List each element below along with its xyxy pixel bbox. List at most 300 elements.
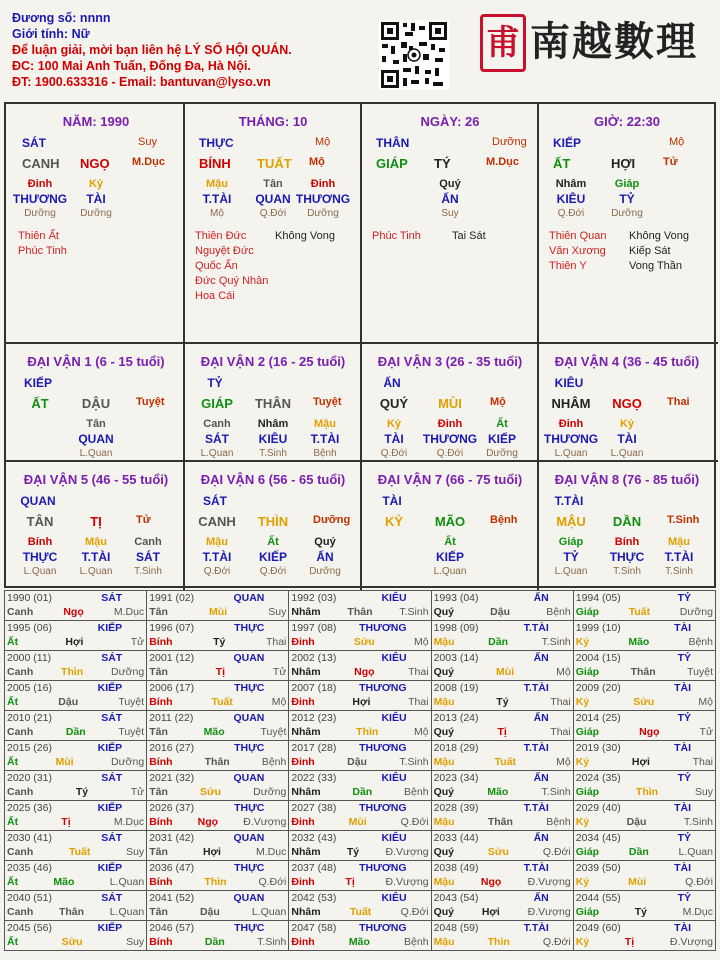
year-stem: Ất — [7, 816, 19, 828]
year-label: 2037 (48) — [291, 862, 337, 874]
dai-van-title: ĐẠI VẬN 3 (26 - 35 tuổi) — [377, 354, 523, 369]
year-stem: Canh — [7, 606, 34, 618]
year-label: 1992 (03) — [291, 592, 337, 604]
year-cell — [573, 711, 715, 741]
year-thap-than: SÁT — [101, 712, 123, 724]
year-branch: Dần — [65, 726, 86, 738]
pillar-cell — [185, 104, 360, 340]
year-stem: Nhâm — [291, 726, 321, 738]
year-cell — [289, 801, 431, 831]
hidden-truong-sinh: L.Quan — [79, 566, 113, 577]
year-branch: Tý — [496, 696, 509, 708]
hidden-truong-sinh: Mộ — [210, 208, 224, 219]
year-branch: Thìn — [204, 876, 227, 888]
hidden-stem: Mậu — [668, 536, 690, 548]
year-label: 2010 (21) — [7, 712, 52, 724]
branch-truong-sinh: Tử — [663, 156, 678, 168]
year-cell — [147, 801, 289, 831]
year-thap-than: ẤN — [533, 592, 549, 604]
hidden-thap-than: T.TÀI — [664, 550, 694, 564]
hidden-thap-than: TÀI — [384, 432, 404, 446]
year-thap-than: KIÊU — [381, 712, 407, 724]
header-line: ĐT: 1900.633316 - Email: bantuvan@lyso.vn — [12, 75, 271, 89]
year-truong-sinh: Dưỡng — [253, 786, 287, 798]
dai-van-truong-sinh: Tử — [136, 514, 151, 526]
hidden-truong-sinh: L.Quan — [23, 566, 57, 577]
year-cell — [431, 591, 573, 621]
year-label: 2006 (17) — [149, 682, 195, 694]
year-thap-than: T.TÀI — [523, 922, 549, 934]
year-stem: Tân — [149, 606, 168, 618]
year-truong-sinh: Thai — [408, 696, 429, 708]
dai-van-truong-sinh: Tuyệt — [313, 396, 342, 408]
year-cell — [5, 741, 147, 771]
year-thap-than: T.TÀI — [523, 862, 549, 874]
year-truong-sinh: L.Quan — [251, 906, 287, 918]
year-cell — [147, 651, 289, 681]
year-cell — [5, 771, 147, 801]
year-thap-than: QUAN — [233, 832, 265, 844]
heavenly-stem: CANH — [198, 514, 236, 529]
pillar-title: NĂM: 1990 — [62, 114, 130, 129]
year-label: 2009 (20) — [575, 682, 621, 694]
dai-van-cell — [539, 462, 714, 588]
year-branch: Mùi — [348, 816, 367, 828]
header-line: Để luận giải, mời bạn liên hệ LÝ SỐ HỘI QUÁN. — [12, 43, 292, 57]
year-stem: Quý — [433, 846, 454, 858]
year-branch: Dậu — [58, 696, 79, 708]
good-star: Phúc Tinh — [18, 245, 67, 257]
hidden-thap-than: QUAN — [255, 192, 291, 206]
header-line: ĐC: 100 Mai Anh Tuấn, Đống Đa, Hà Nội. — [12, 59, 251, 73]
pillar-grid — [4, 102, 716, 588]
heavenly-stem: TÂN — [26, 514, 54, 529]
hidden-stem: Mậu — [206, 536, 228, 548]
year-stem: Giáp — [575, 606, 600, 618]
hidden-stem: Đinh — [310, 178, 336, 190]
year-branch: Ngọ — [639, 726, 660, 738]
year-cell — [431, 741, 573, 771]
year-thap-than: THỰC — [234, 742, 265, 754]
year-cell — [289, 861, 431, 891]
year-stem: Canh — [7, 786, 34, 798]
year-stem: Tân — [149, 906, 168, 918]
earthly-branch: HỢI — [611, 156, 636, 171]
hidden-truong-sinh: L.Quan — [200, 448, 234, 459]
year-label: 2046 (57) — [149, 922, 195, 934]
year-truong-sinh: Đ.Vượng — [527, 906, 571, 918]
hidden-stem: Giáp — [558, 536, 584, 548]
year-thap-than: KIẾP — [97, 622, 123, 634]
year-stem: Giáp — [575, 666, 600, 678]
table-row — [5, 831, 716, 861]
year-truong-sinh: T.Sinh — [541, 636, 571, 648]
year-branch: Dậu — [490, 606, 511, 618]
hidden-stem: Đinh — [558, 418, 584, 430]
earthly-branch: TỊ — [90, 514, 102, 529]
hidden-truong-sinh: Q.Đới — [557, 208, 585, 219]
year-label: 2015 (26) — [7, 742, 52, 754]
year-branch: Tý — [346, 846, 360, 858]
year-branch: Hợi — [202, 846, 221, 858]
year-stem: Nhâm — [291, 786, 321, 798]
year-truong-sinh: Tuyệt — [118, 696, 145, 708]
year-thap-than: ẤN — [533, 652, 549, 664]
year-thap-than: THỰC — [234, 862, 265, 874]
year-thap-than: THỰC — [234, 622, 265, 634]
year-cell — [289, 741, 431, 771]
year-truong-sinh: Bệnh — [261, 756, 287, 768]
year-stem: Tân — [149, 846, 168, 858]
year-branch: Hợi — [65, 636, 84, 648]
header-line: Giới tính: Nữ — [12, 27, 90, 41]
year-branch: Thân — [204, 756, 230, 768]
year-stem: Canh — [7, 906, 34, 918]
year-cell — [289, 651, 431, 681]
year-cell — [289, 711, 431, 741]
year-stem: Tân — [149, 786, 168, 798]
year-cell — [147, 861, 289, 891]
year-stem: Tân — [149, 726, 168, 738]
header-line: Đương số: nnnn — [12, 11, 111, 25]
year-stem: Quý — [433, 666, 454, 678]
hidden-stem: Mậu — [314, 418, 336, 430]
year-label: 2025 (36) — [7, 802, 52, 814]
year-thap-than: THƯƠNG — [359, 682, 407, 694]
hidden-thap-than: SÁT — [136, 550, 160, 564]
year-truong-sinh: Suy — [268, 606, 287, 618]
pillar-title: NGÀY: 26 — [420, 114, 480, 129]
year-thap-than: KIÊU — [381, 652, 407, 664]
dai-van-thap-than: KIẾP — [23, 376, 53, 390]
heavenly-stem: MẬU — [556, 514, 586, 529]
year-branch: Mùi — [209, 606, 228, 618]
year-branch: Thìn — [61, 666, 84, 678]
hidden-truong-sinh: T.Sinh — [665, 566, 693, 577]
pillar-thap-than: THỰC — [199, 136, 234, 150]
year-label: 2044 (55) — [575, 892, 621, 904]
year-stem: Mậu — [433, 696, 455, 708]
year-truong-sinh: Q.Đới — [542, 846, 571, 858]
hidden-thap-than: THƯƠNG — [543, 432, 599, 446]
year-truong-sinh: Tử — [130, 636, 145, 648]
year-truong-sinh: T.Sinh — [257, 936, 287, 948]
hidden-truong-sinh: L.Quan — [554, 566, 588, 577]
year-label: 1998 (09) — [433, 622, 479, 634]
year-thap-than: T.TÀI — [523, 742, 549, 754]
year-cell — [5, 621, 147, 651]
table-row — [5, 801, 716, 831]
hidden-stem: Tân — [263, 178, 283, 190]
year-label: 2022 (33) — [291, 772, 337, 784]
hidden-stem: Giáp — [614, 178, 640, 190]
branch-truong-sinh: Mộ — [309, 156, 325, 168]
year-thap-than: TÀI — [674, 742, 691, 754]
year-thap-than: T.TÀI — [523, 622, 549, 634]
year-stem: Bính — [149, 876, 173, 888]
year-cell — [573, 591, 715, 621]
year-stem: Ất — [7, 936, 19, 948]
earthly-branch: DẬU — [81, 396, 111, 411]
year-truong-sinh: T.Sinh — [399, 606, 429, 618]
year-truong-sinh: Bệnh — [688, 636, 713, 648]
year-label: 2023 (34) — [433, 772, 479, 784]
year-stem: Mậu — [433, 816, 455, 828]
good-star: Nguyệt Đức — [195, 245, 254, 257]
year-branch: Mão — [348, 936, 370, 948]
year-thap-than: KIÊU — [381, 832, 407, 844]
hidden-stem: Tân — [86, 418, 106, 430]
year-truong-sinh: Tử — [130, 786, 145, 798]
year-cell — [573, 831, 715, 861]
year-label: 2011 (22) — [149, 712, 194, 724]
year-stem: Quý — [433, 786, 454, 798]
year-branch: Thân — [487, 816, 513, 828]
year-cell — [5, 921, 147, 951]
branch-truong-sinh: M.Dục — [486, 156, 519, 168]
year-truong-sinh: Mộ — [271, 696, 287, 708]
hidden-truong-sinh: Dưỡng — [611, 208, 643, 219]
year-branch: Tị — [215, 666, 226, 678]
year-thap-than: QUAN — [233, 592, 265, 604]
year-label: 2030 (41) — [7, 832, 52, 844]
hidden-truong-sinh: T.Sinh — [134, 566, 162, 577]
year-label: 2014 (25) — [575, 712, 621, 724]
year-stem: Đinh — [291, 636, 315, 648]
table-row — [5, 741, 716, 771]
hidden-truong-sinh: Bệnh — [313, 448, 337, 459]
dai-van-truong-sinh: Dưỡng — [313, 514, 351, 526]
year-truong-sinh: T.Sinh — [541, 786, 571, 798]
year-cell — [431, 801, 573, 831]
year-stem: Kỷ — [575, 636, 590, 648]
dai-van-thap-than: TỶ — [207, 376, 223, 390]
dai-van-thap-than: SÁT — [203, 494, 227, 508]
hidden-stem: Ất — [496, 418, 508, 430]
year-branch: Dần — [352, 786, 373, 798]
year-cell — [5, 891, 147, 921]
dai-van-truong-sinh: Thai — [667, 396, 690, 408]
hidden-stem: Kỷ — [619, 418, 635, 430]
year-cell — [431, 921, 573, 951]
year-branch: Dần — [204, 936, 225, 948]
dai-van-truong-sinh: T.Sinh — [667, 514, 700, 526]
year-label: 2000 (11) — [7, 652, 52, 664]
bad-star: Kiếp Sát — [629, 245, 671, 257]
year-branch: Tuất — [494, 756, 517, 768]
year-thap-than: THƯƠNG — [359, 742, 407, 754]
year-branch: Mão — [203, 726, 225, 738]
year-cell — [573, 891, 715, 921]
year-label: 2005 (16) — [7, 682, 52, 694]
year-cell — [431, 651, 573, 681]
year-cell — [147, 771, 289, 801]
year-cell — [289, 591, 431, 621]
year-thap-than: TÀI — [674, 922, 691, 934]
year-cell — [147, 831, 289, 861]
pillar-truong-sinh: Mộ — [669, 136, 685, 148]
pillar-thap-than: KIẾP — [553, 136, 582, 150]
hidden-stem: Quý — [314, 536, 336, 548]
year-label: 1993 (04) — [433, 592, 479, 604]
seal-stamp: 甫 — [480, 14, 526, 72]
hidden-stem: Mậu — [85, 536, 107, 548]
dai-van-title: ĐẠI VẬN 2 (16 - 25 tuổi) — [200, 354, 346, 369]
year-truong-sinh: Đ.Vượng — [385, 876, 429, 888]
bad-star: Vong Thần — [629, 260, 683, 272]
year-stem: Nhâm — [291, 666, 321, 678]
year-stem: Giáp — [575, 846, 600, 858]
dai-van-thap-than: T.TÀI — [554, 494, 584, 508]
year-truong-sinh: Đ.Vượng — [527, 876, 571, 888]
year-truong-sinh: Suy — [694, 786, 713, 798]
hidden-thap-than: KIÊU — [258, 432, 288, 446]
year-cell — [289, 921, 431, 951]
year-branch: Mão — [628, 636, 650, 648]
year-label: 2018 (29) — [433, 742, 479, 754]
year-thap-than: KIÊU — [381, 892, 407, 904]
year-branch: Tý — [213, 636, 226, 648]
year-thap-than: SÁT — [101, 892, 123, 904]
year-truong-sinh: L.Quan — [109, 906, 145, 918]
year-cell — [5, 801, 147, 831]
good-star: Quốc Ấn — [195, 260, 238, 272]
year-thap-than: THƯƠNG — [359, 622, 407, 634]
hidden-thap-than: TỶ — [563, 550, 579, 564]
heavenly-stem: CANH — [22, 156, 60, 171]
table-row — [5, 771, 716, 801]
year-cell — [573, 801, 715, 831]
hidden-truong-sinh: L.Quan — [610, 448, 644, 459]
bad-star: Tai Sát — [452, 230, 486, 242]
year-label: 2039 (50) — [575, 862, 621, 874]
table-row — [5, 591, 716, 621]
year-label: 2047 (58) — [291, 922, 337, 934]
year-branch: Mùi — [55, 756, 74, 768]
year-branch: Thìn — [635, 786, 659, 798]
year-branch: Dậu — [626, 816, 647, 828]
year-stem: Quý — [433, 906, 454, 918]
year-label: 2019 (30) — [575, 742, 621, 754]
year-branch: Thân — [347, 606, 373, 618]
year-cell — [147, 621, 289, 651]
hidden-stem: Bính — [27, 536, 53, 548]
year-cell — [573, 741, 715, 771]
hidden-stem: Bính — [614, 536, 640, 548]
earthly-branch: THÂN — [254, 396, 292, 411]
hidden-stem: Canh — [203, 418, 231, 430]
heavenly-stem: NHÂM — [551, 396, 591, 411]
year-label: 2007 (18) — [291, 682, 337, 694]
dai-van-cell — [8, 344, 183, 460]
year-truong-sinh: Thai — [408, 666, 429, 678]
hidden-truong-sinh: L.Quan — [79, 448, 113, 459]
year-branch: Tuất — [211, 696, 233, 708]
bad-star: Không Vong — [629, 230, 689, 242]
year-label: 2031 (42) — [149, 832, 195, 844]
year-truong-sinh: Dưỡng — [679, 606, 713, 618]
year-cell — [431, 831, 573, 861]
year-label: 2004 (15) — [575, 652, 621, 664]
year-label: 2020 (31) — [7, 772, 52, 784]
brand-logo: 南越數理 — [530, 18, 698, 65]
year-stem: Giáp — [575, 786, 600, 798]
year-cell — [5, 861, 147, 891]
year-truong-sinh: Q.Đới — [258, 876, 287, 888]
table-row — [5, 711, 716, 741]
year-truong-sinh: Tuyệt — [687, 666, 713, 678]
year-stem: Mậu — [433, 756, 455, 768]
hidden-truong-sinh: Q.Đới — [259, 566, 287, 577]
year-truong-sinh: Mộ — [556, 756, 571, 768]
year-label: 1990 (01) — [7, 592, 52, 604]
dai-van-thap-than: TÀI — [382, 494, 402, 508]
year-stem: Nhâm — [291, 906, 321, 918]
year-cell — [147, 741, 289, 771]
year-branch: Thân — [58, 906, 85, 918]
good-star: Hoa Cái — [195, 290, 235, 302]
year-branch: Sửu — [633, 696, 655, 708]
bad-star: Không Vong — [275, 230, 335, 242]
year-cell — [289, 771, 431, 801]
year-branch: Tị — [61, 816, 71, 828]
year-truong-sinh: Mộ — [698, 696, 713, 708]
year-truong-sinh: Suy — [126, 846, 145, 858]
year-branch: Dần — [488, 636, 508, 648]
dai-van-title: ĐẠI VẬN 4 (36 - 45 tuổi) — [554, 354, 700, 369]
year-truong-sinh: Tử — [272, 666, 287, 678]
hidden-thap-than: T.TÀI — [202, 550, 232, 564]
year-truong-sinh: L.Quan — [109, 876, 145, 888]
dai-van-cell — [185, 462, 360, 588]
year-label: 1996 (07) — [149, 622, 195, 634]
year-thap-than: QUAN — [233, 712, 265, 724]
year-label: 1999 (10) — [575, 622, 621, 634]
year-stem: Bính — [149, 636, 173, 648]
year-thap-than: ẤN — [533, 832, 549, 844]
year-thap-than: KIẾP — [97, 682, 123, 694]
pillar-truong-sinh: Dưỡng — [492, 136, 527, 148]
year-label: 2049 (60) — [575, 922, 621, 934]
year-thap-than: ẤN — [533, 892, 549, 904]
year-truong-sinh: Mộ — [413, 726, 429, 738]
year-branch: Tý — [75, 786, 89, 798]
heavenly-stem: ẤT — [553, 156, 571, 171]
good-star: Thiên Ất — [18, 230, 59, 242]
hidden-stem: Đinh — [27, 178, 53, 190]
hidden-truong-sinh: Q.Đới — [203, 566, 231, 577]
year-thap-than: ẤN — [533, 712, 549, 724]
hidden-truong-sinh: T.Sinh — [613, 566, 641, 577]
table-row — [5, 891, 716, 921]
earthly-branch: MÃO — [434, 514, 466, 529]
year-truong-sinh: Dưỡng — [110, 756, 145, 768]
table-row — [5, 861, 716, 891]
year-thap-than: SÁT — [101, 832, 123, 844]
year-cell — [147, 711, 289, 741]
hidden-stem: Kỷ — [88, 178, 104, 190]
hidden-truong-sinh: T.Sinh — [259, 448, 287, 459]
year-branch: Dậu — [347, 756, 367, 768]
year-thap-than: SÁT — [101, 772, 123, 784]
year-cell — [289, 621, 431, 651]
year-stem: Kỷ — [575, 816, 590, 828]
year-branch: Mùi — [496, 666, 515, 678]
year-truong-sinh: Thai — [550, 696, 571, 708]
hidden-thap-than: TÀI — [617, 432, 637, 446]
hidden-truong-sinh: Dưỡng — [80, 208, 112, 219]
year-branch: Hợi — [631, 756, 650, 768]
